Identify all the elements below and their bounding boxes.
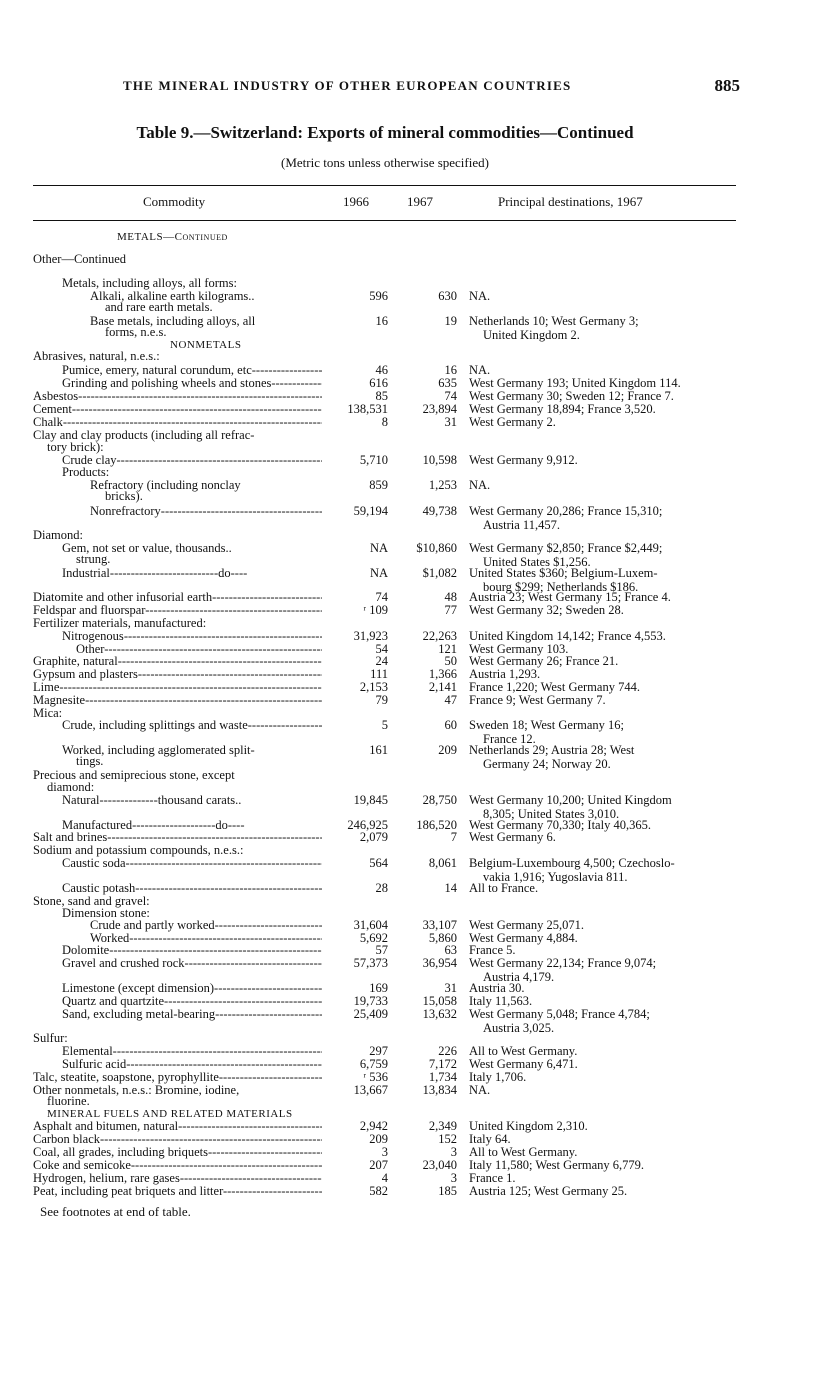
value-1967: 47: [444, 693, 457, 707]
value-1967: 28,750: [422, 793, 457, 807]
commodity-label: Caustic potash -----: [62, 881, 322, 895]
table-row: [0, 276, 830, 290]
value-1967: 2,141: [428, 680, 457, 694]
value-1967: 7,172: [428, 1057, 457, 1071]
value-1967: 13,632: [422, 1007, 457, 1021]
destination: Netherlands 10; West Germany 3;: [469, 314, 639, 328]
value-1966: 169: [369, 981, 388, 995]
value-1966: 2,079: [359, 830, 388, 844]
value-1966: 54: [375, 642, 388, 656]
table-row: [0, 918, 830, 932]
destination: West Germany 6,471.: [469, 1057, 578, 1071]
commodity-label: Lime -----: [33, 680, 322, 694]
value-1966: 16: [375, 314, 388, 328]
commodity-label-continued: and rare earth metals.: [105, 300, 213, 314]
table-body: [0, 230, 830, 1210]
table-row: [0, 1184, 830, 1198]
table-row: [0, 415, 830, 429]
table-row: [0, 289, 830, 314]
value-1966: 3: [381, 1145, 388, 1159]
commodity-label: Feldspar and fluorspar -----: [33, 603, 322, 617]
value-1967: 1,734: [428, 1070, 457, 1084]
table-row: [0, 667, 830, 681]
destination: Sweden 18; West Germany 16;: [469, 718, 624, 732]
commodity-label-continued: tings.: [76, 754, 104, 768]
destination: West Germany $2,850; France $2,449;: [469, 541, 663, 555]
destination: West Germany 193; United Kingdom 114.: [469, 376, 681, 390]
commodity-label: Graphite, natural -----: [33, 654, 322, 668]
value-1966: 79: [375, 693, 388, 707]
destination: West Germany 30; Sweden 12; France 7.: [469, 389, 674, 403]
commodity-label: Carbon black -----: [33, 1132, 322, 1146]
value-1967: 3: [450, 1171, 457, 1185]
value-1966: 25,409: [353, 1007, 388, 1021]
destination: West Germany 4,884.: [469, 931, 578, 945]
commodity-label: tory brick):: [47, 440, 104, 454]
commodity-label: Dolomite -----: [62, 943, 322, 957]
value-1967: 8,061: [428, 856, 457, 870]
header-rule: [33, 220, 736, 221]
commodity-label-continued: bricks).: [105, 489, 143, 503]
value-1967: 630: [438, 289, 457, 303]
value-1966: 138,531: [347, 402, 388, 416]
value-1967: 121: [438, 642, 457, 656]
value-1966: NA: [369, 566, 388, 580]
value-1967: 152: [438, 1132, 457, 1146]
value-1966: 28: [375, 881, 388, 895]
destination-continued: Austria 3,025.: [483, 1021, 555, 1035]
section-label: NONMETALS: [170, 339, 242, 351]
table-row: [0, 793, 830, 821]
commodity-label: Diatomite and other infusorial earth -----: [33, 590, 322, 604]
value-1967: 50: [444, 654, 457, 668]
footnote: See footnotes at end of table.: [40, 1204, 191, 1219]
destination: Italy 11,563.: [469, 994, 533, 1008]
destination: United Kingdom 14,142; France 4,553.: [469, 629, 666, 643]
value-1966: 6,759: [359, 1057, 388, 1071]
table-row: [0, 376, 830, 390]
commodity-label: Chalk -----: [33, 415, 322, 429]
value-1966: 207: [369, 1158, 388, 1172]
table-row: [0, 981, 830, 995]
destination: West Germany 32; Sweden 28.: [469, 603, 624, 617]
value-1966: 161: [369, 743, 388, 757]
destination: Italy 11,580; West Germany 6,779.: [469, 1158, 645, 1172]
destination: Belgium-Luxembourg 4,500; Czechoslo-: [469, 856, 675, 870]
commodity-label: Base metals, including alloys, all: [90, 314, 256, 328]
value-1967: 1,366: [428, 667, 457, 681]
commodity-label: Other—Continued: [33, 252, 127, 266]
commodity-label: Grinding and polishing wheels and stones -----: [62, 376, 322, 390]
value-1967: $1,082: [422, 566, 457, 580]
commodity-label: Precious and semiprecious stone, except: [33, 768, 235, 782]
value-1966: 31,923: [353, 629, 388, 643]
value-1966: 19,845: [353, 793, 388, 807]
commodity-label: Coke and semicoke -----: [33, 1158, 322, 1172]
destination: France 9; West Germany 7.: [469, 693, 606, 707]
commodity-label: Salt and brines -----: [33, 830, 322, 844]
value-1967: 33,107: [422, 918, 457, 932]
section-label: MINERAL FUELS AND RELATED MATERIALS: [47, 1108, 293, 1120]
table-row: [0, 1119, 830, 1133]
table-row: [0, 956, 830, 984]
value-1967: $10,860: [416, 541, 457, 555]
value-1967: 60: [444, 718, 457, 732]
value-1966: 5,692: [359, 931, 388, 945]
value-1967: 15,058: [422, 994, 457, 1008]
table-subtitle: (Metric tons unless otherwise specified): [281, 155, 489, 170]
commodity-label: Asphalt and bitumen, natural -----: [33, 1119, 322, 1133]
section-label: METALS—Continued: [117, 231, 228, 243]
destination: West Germany 10,200; United Kingdom: [469, 793, 672, 807]
destination-continued: Austria 11,457.: [483, 518, 560, 532]
section-heading: [0, 230, 830, 244]
destination: NA.: [469, 478, 491, 492]
value-1966: ʳ 536: [363, 1070, 388, 1084]
commodity-label: Sodium and potassium compounds, n.e.s.:: [33, 843, 244, 857]
value-1966: ʳ 109: [363, 603, 388, 617]
value-1966: 2,153: [359, 680, 388, 694]
table-row: [0, 590, 830, 604]
value-1967: 226: [438, 1044, 457, 1058]
value-1967: 36,954: [422, 956, 457, 970]
commodity-label: Other -----: [76, 642, 322, 656]
destination: West Germany 5,048; France 4,784;: [469, 1007, 650, 1021]
commodity-label: Clay and clay products (including all refrac-: [33, 428, 255, 442]
value-1967: 74: [444, 389, 457, 403]
commodity-label: Refractory (including nonclay: [90, 478, 241, 492]
destination: Austria 125; West Germany 25.: [469, 1184, 628, 1198]
commodity-label: Peat, including peat briquets and litter -----: [33, 1184, 322, 1198]
value-1967: 185: [438, 1184, 457, 1198]
value-1966: 8: [381, 415, 388, 429]
destination: West Germany 25,071.: [469, 918, 584, 932]
commodity-label: Elemental -----: [62, 1044, 322, 1058]
table-row: [0, 1132, 830, 1146]
table-row: [0, 440, 830, 454]
value-1966: NA: [369, 541, 388, 555]
table-row: [0, 994, 830, 1008]
destination-continued: United States $1,256.: [483, 555, 591, 569]
commodity-label: Quartz and quartzite -----: [62, 994, 322, 1008]
value-1966: 31,604: [353, 918, 388, 932]
value-1967: 31: [444, 415, 457, 429]
destination: Italy 1,706.: [469, 1070, 527, 1084]
column-header-1967: 1967: [407, 194, 433, 209]
value-1966: 5,710: [359, 453, 388, 467]
commodity-label: Gravel and crushed rock -----: [62, 956, 322, 970]
value-1967: 10,598: [422, 453, 457, 467]
commodity-label: Products:: [62, 465, 110, 479]
table-row: [0, 1031, 830, 1045]
table-row: [0, 780, 830, 794]
value-1966: 246,925: [347, 818, 388, 832]
value-1966: 74: [375, 590, 388, 604]
table-row: [0, 743, 830, 771]
commodity-label: Dimension stone:: [62, 906, 150, 920]
table-row: [0, 718, 830, 746]
destination: Netherlands 29; Austria 28; West: [469, 743, 635, 757]
commodity-label: Abrasives, natural, n.e.s.:: [33, 349, 160, 363]
commodity-label: Worked, including agglomerated split-: [62, 743, 255, 757]
commodity-label: Stone, sand and gravel:: [33, 894, 150, 908]
value-1966: 616: [369, 376, 388, 390]
table-row: [0, 349, 830, 363]
value-1966: 5: [381, 718, 388, 732]
destination: NA.: [469, 289, 491, 303]
commodity-label: Magnesite -----: [33, 693, 322, 707]
commodity-label-continued: fluorine.: [47, 1094, 90, 1108]
value-1966: 19,733: [353, 994, 388, 1008]
destination: Austria 30.: [469, 981, 525, 995]
table-row: [0, 1145, 830, 1159]
destination: West Germany 26; France 21.: [469, 654, 619, 668]
table-row: [0, 1007, 830, 1035]
destination: West Germany 2.: [469, 415, 556, 429]
destination: West Germany 22,134; France 9,074;: [469, 956, 657, 970]
destination-continued: France 12.: [483, 732, 536, 746]
value-1967: 14: [444, 881, 457, 895]
commodity-label: Worked -----: [90, 931, 322, 945]
destination-continued: vakia 1,916; Yugoslavia 811.: [483, 870, 628, 884]
table-row: [0, 693, 830, 707]
value-1967: 186,520: [416, 818, 457, 832]
value-1967: 16: [444, 363, 457, 377]
value-1967: 31: [444, 981, 457, 995]
table-title: Table 9.—Switzerland: Exports of mineral commodities—Continued: [136, 123, 634, 142]
value-1966: 582: [369, 1184, 388, 1198]
destination: West Germany 18,894; France 3,520.: [469, 402, 656, 416]
commodity-label: Caustic soda -----: [62, 856, 322, 870]
page-number: 885: [714, 76, 740, 95]
commodity-label: Nonrefractory -----: [90, 504, 322, 518]
value-1966: 57,373: [353, 956, 388, 970]
destination: West Germany 9,912.: [469, 453, 578, 467]
table-row: [0, 478, 830, 503]
value-1966: 46: [375, 363, 388, 377]
destination: France 5.: [469, 943, 516, 957]
value-1967: 1,253: [428, 478, 457, 492]
destination: West Germany 6.: [469, 830, 556, 844]
table-row: [0, 1158, 830, 1172]
table-row: [0, 616, 830, 630]
table-row: [0, 1070, 830, 1084]
value-1967: 77: [444, 603, 457, 617]
destination: West Germany 103.: [469, 642, 569, 656]
table-row: [0, 680, 830, 694]
value-1967: 22,263: [422, 629, 457, 643]
commodity-label: Sulfuric acid -----: [62, 1057, 322, 1071]
value-1967: 5,860: [428, 931, 457, 945]
value-1966: 111: [370, 667, 388, 681]
value-1966: 85: [375, 389, 388, 403]
value-1966: 4: [381, 1171, 388, 1185]
destination-continued: United Kingdom 2.: [483, 328, 580, 342]
destination: All to France.: [469, 881, 539, 895]
commodity-label: Natural--------------thousand carats..: [62, 793, 242, 807]
column-header-1966: 1966: [343, 194, 369, 209]
table-row: [0, 1083, 830, 1108]
table-row: [0, 1171, 830, 1185]
destination: United Kingdom 2,310.: [469, 1119, 588, 1133]
table-row: [0, 402, 830, 416]
destination: Italy 64.: [469, 1132, 511, 1146]
table-row: [0, 541, 830, 569]
commodity-label: Pumice, emery, natural corundum, etc -----: [62, 363, 322, 377]
value-1967: 63: [444, 943, 457, 957]
table-row: [0, 881, 830, 895]
value-1966: 297: [369, 1044, 388, 1058]
commodity-label: Sand, excluding metal-bearing -----: [62, 1007, 322, 1021]
table-row: [0, 389, 830, 403]
table-row: [0, 603, 830, 617]
destination: NA.: [469, 1083, 491, 1097]
commodity-label: Coal, all grades, including briquets -----: [33, 1145, 322, 1159]
destination: NA.: [469, 363, 491, 377]
value-1966: 13,667: [353, 1083, 388, 1097]
value-1966: 57: [375, 943, 388, 957]
top-rule: [33, 185, 736, 186]
value-1966: 59,194: [353, 504, 388, 518]
commodity-label: Sulfur:: [33, 1031, 68, 1045]
commodity-label: Other nonmetals, n.e.s.: Bromine, iodine,: [33, 1083, 240, 1097]
table-row: [0, 943, 830, 957]
destination-continued: Austria 4,179.: [483, 970, 555, 984]
commodity-label: Asbestos -----: [33, 389, 322, 403]
commodity-label: Industrial--------------------------do----: [62, 566, 248, 580]
value-1967: 209: [438, 743, 457, 757]
table-row: [0, 363, 830, 377]
table-row: [0, 528, 830, 542]
table-row: [0, 856, 830, 884]
value-1966: 564: [369, 856, 388, 870]
value-1966: 209: [369, 1132, 388, 1146]
value-1967: 48: [444, 590, 457, 604]
value-1967: 2,349: [428, 1119, 457, 1133]
destination: All to West Germany.: [469, 1145, 578, 1159]
commodity-label: Gypsum and plasters -----: [33, 667, 322, 681]
table-row: [0, 629, 830, 643]
table-row: [0, 654, 830, 668]
table-row: [0, 1057, 830, 1071]
value-1967: 23,894: [422, 402, 457, 416]
destination: France 1.: [469, 1171, 516, 1185]
table-row: [0, 566, 830, 594]
value-1967: 635: [438, 376, 457, 390]
destination: France 1,220; West Germany 744.: [469, 680, 640, 694]
commodity-label: Nitrogenous -----: [62, 629, 322, 643]
commodity-label-continued: forms, n.e.s.: [105, 325, 167, 339]
commodity-label: diamond:: [47, 780, 95, 794]
destination-continued: 8,305; United States 3,010.: [483, 807, 620, 821]
destination: West Germany 70,330; Italy 40,365.: [469, 818, 651, 832]
value-1966: 24: [375, 654, 388, 668]
value-1967: 49,738: [422, 504, 457, 518]
value-1967: 7: [450, 830, 457, 844]
destination: All to West Germany.: [469, 1044, 578, 1058]
commodity-label: Manufactured--------------------do----: [62, 818, 245, 832]
value-1967: 3: [450, 1145, 457, 1159]
column-header-destinations: Principal destinations, 1967: [498, 194, 643, 209]
commodity-label: Gem, not set or value, thousands..: [62, 541, 232, 555]
table-row: [0, 1044, 830, 1058]
table-row: [0, 465, 830, 479]
commodity-label: Fertilizer materials, manufactured:: [33, 616, 207, 630]
value-1967: 13,834: [422, 1083, 457, 1097]
destination-continued: Germany 24; Norway 20.: [483, 757, 611, 771]
destination: Austria 1,293.: [469, 667, 541, 681]
commodity-label-continued: strung.: [76, 552, 111, 566]
value-1967: 23,040: [422, 1158, 457, 1172]
value-1966: 2,942: [359, 1119, 388, 1133]
commodity-label: Hydrogen, helium, rare gases -----: [33, 1171, 322, 1185]
commodity-label: Crude and partly worked -----: [90, 918, 322, 932]
commodity-label: Crude, including splittings and waste -----: [62, 718, 322, 732]
running-head: THE MINERAL INDUSTRY OF OTHER EUROPEAN COUNTRIES: [123, 78, 572, 93]
commodity-label: Alkali, alkaline earth kilograms..: [90, 289, 255, 303]
destination: Austria 23; West Germany 15; France 4.: [469, 590, 671, 604]
table-row: [0, 504, 830, 532]
value-1966: 859: [369, 478, 388, 492]
commodity-label: Cement -----: [33, 402, 322, 416]
commodity-label: Limestone (except dimension) -----: [62, 981, 322, 995]
commodity-label: Diamond:: [33, 528, 83, 542]
table-row: [0, 830, 830, 844]
table-row: [0, 252, 830, 266]
destination: United States $360; Belgium-Luxem-: [469, 566, 658, 580]
commodity-label: Crude clay -----: [62, 453, 322, 467]
table-row: [0, 314, 830, 342]
commodity-label: Talc, steatite, soapstone, pyrophyllite -----: [33, 1070, 322, 1084]
table-row: [0, 843, 830, 857]
destination-continued: bourg $299; Netherlands $186.: [483, 580, 639, 594]
commodity-label: Metals, including alloys, all forms:: [62, 276, 237, 290]
column-header-commodity: Commodity: [143, 194, 206, 209]
destination: West Germany 20,286; France 15,310;: [469, 504, 663, 518]
value-1967: 19: [444, 314, 457, 328]
commodity-label: Mica:: [33, 706, 63, 720]
value-1966: 596: [369, 289, 388, 303]
